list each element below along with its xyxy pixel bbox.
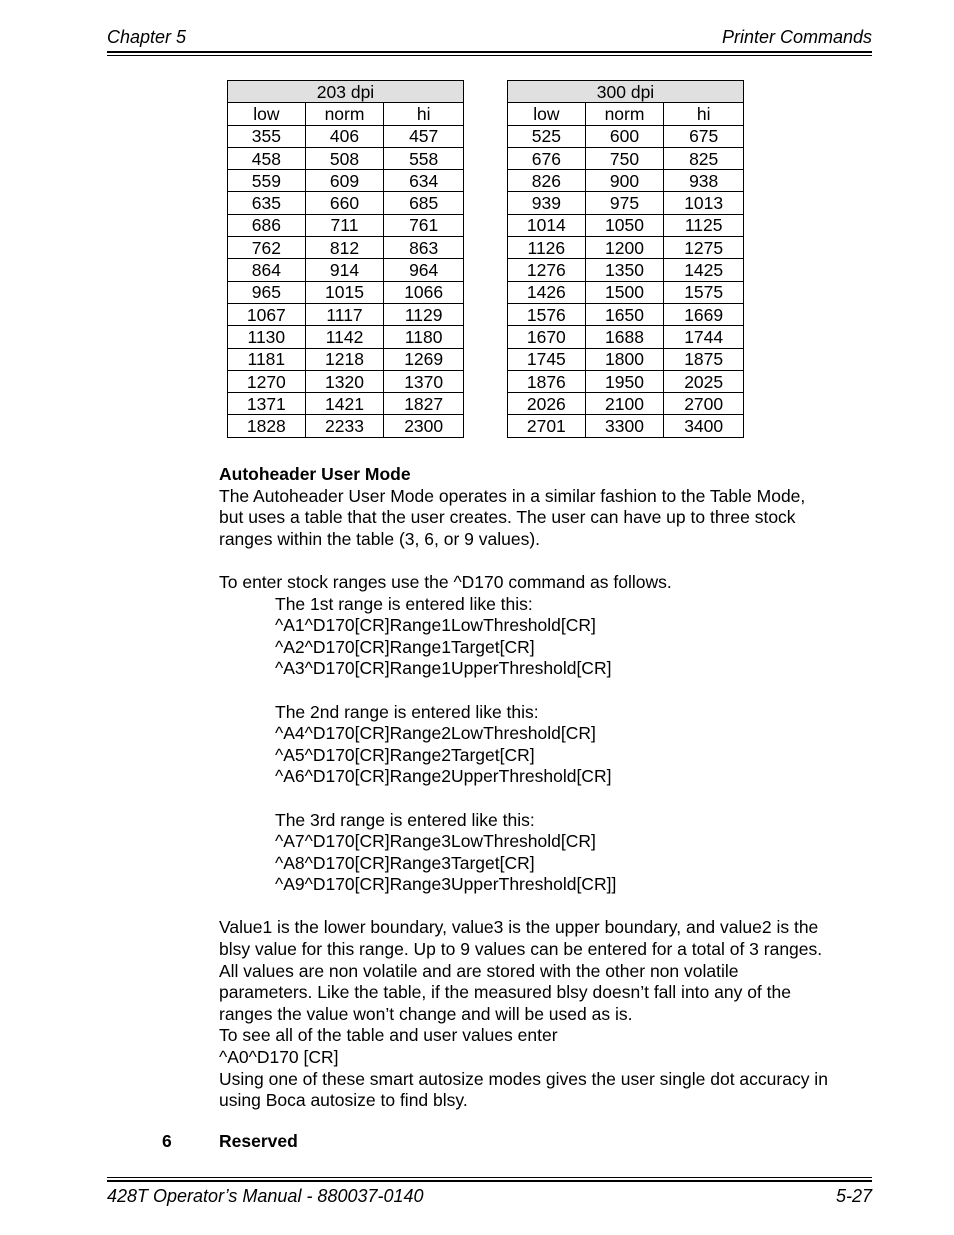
table-cell: 1013 bbox=[664, 192, 744, 214]
table-caption: 300 dpi bbox=[508, 81, 744, 103]
table-row bbox=[228, 370, 464, 392]
table-cell: 1218 bbox=[305, 348, 384, 370]
table-cell: 750 bbox=[585, 147, 664, 169]
text-line: Value1 is the lower boundary, value3 is the upper boundary, and value2 is the bbox=[219, 917, 819, 938]
command-line: ^A8^D170[CR]Range3Target[CR] bbox=[275, 852, 535, 873]
table-cell: 1370 bbox=[384, 370, 464, 392]
table-cell: 1269 bbox=[384, 348, 464, 370]
table-row bbox=[228, 415, 464, 437]
column-header: norm bbox=[585, 103, 664, 125]
text-line: ^A0^D170 [CR] bbox=[219, 1047, 339, 1068]
table-cell: 864 bbox=[228, 259, 306, 281]
table-cell: 1014 bbox=[508, 214, 586, 236]
text-line: All values are non volatile and are stored with the other non volatile bbox=[219, 960, 739, 981]
command-line: ^A9^D170[CR]Range3UpperThreshold[CR]] bbox=[275, 874, 617, 895]
table-cell: 1745 bbox=[508, 348, 586, 370]
table-cell: 711 bbox=[305, 214, 384, 236]
table-caption: 203 dpi bbox=[228, 81, 464, 103]
table-cell: 355 bbox=[228, 125, 306, 147]
table-row bbox=[508, 303, 744, 325]
table-cell: 938 bbox=[664, 170, 744, 192]
table-cell: 457 bbox=[384, 125, 464, 147]
table-cell: 3400 bbox=[664, 415, 744, 437]
table-row bbox=[228, 393, 464, 415]
column-header: low bbox=[508, 103, 586, 125]
table-cell: 1828 bbox=[228, 415, 306, 437]
table-cell: 675 bbox=[664, 125, 744, 147]
range-instructions bbox=[219, 594, 879, 918]
table-cell: 559 bbox=[228, 170, 306, 192]
table-cell: 1270 bbox=[228, 370, 306, 392]
text-line: using Boca autosize to find blsy. bbox=[219, 1090, 468, 1111]
table-cell: 1125 bbox=[664, 214, 744, 236]
section-heading: Autoheader User Mode bbox=[219, 464, 411, 484]
text-line: To see all of the table and user values enter bbox=[219, 1025, 558, 1046]
table-cell: 1688 bbox=[585, 326, 664, 348]
table-row bbox=[228, 237, 464, 259]
enter-instruction: To enter stock ranges use the ^D170 command as follows. bbox=[219, 571, 672, 592]
table-row bbox=[228, 348, 464, 370]
table-cell: 1875 bbox=[664, 348, 744, 370]
table-cell: 2701 bbox=[508, 415, 586, 437]
table-cell: 1275 bbox=[664, 237, 744, 259]
table-cell: 1950 bbox=[585, 370, 664, 392]
column-header: norm bbox=[305, 103, 384, 125]
command-line: ^A2^D170[CR]Range1Target[CR] bbox=[275, 636, 535, 657]
table-cell: 939 bbox=[508, 192, 586, 214]
table-cell: 914 bbox=[305, 259, 384, 281]
text-line: ranges within the table (3, 6, or 9 values). bbox=[219, 528, 541, 549]
table-row bbox=[508, 370, 744, 392]
table-cell: 965 bbox=[228, 281, 306, 303]
dpi-table-300 bbox=[507, 80, 744, 438]
table-cell: 1669 bbox=[664, 303, 744, 325]
table-cell: 1320 bbox=[305, 370, 384, 392]
table-cell: 761 bbox=[384, 214, 464, 236]
table-cell: 975 bbox=[585, 192, 664, 214]
table-row bbox=[508, 147, 744, 169]
page-number: 5-27 bbox=[835, 1186, 872, 1206]
range-label: The 3rd range is entered like this: bbox=[275, 809, 535, 830]
table-cell: 1350 bbox=[585, 259, 664, 281]
table-cell: 686 bbox=[228, 214, 306, 236]
table-cell: 660 bbox=[305, 192, 384, 214]
table-cell: 1015 bbox=[305, 281, 384, 303]
table-cell: 762 bbox=[228, 237, 306, 259]
table-cell: 1066 bbox=[384, 281, 464, 303]
text-line: Using one of these smart autosize modes gives the user single dot accuracy in bbox=[219, 1068, 828, 1089]
table-cell: 685 bbox=[384, 192, 464, 214]
table-cell: 1371 bbox=[228, 393, 306, 415]
table-cell: 1827 bbox=[384, 393, 464, 415]
text-line: ranges the value won’t change and will be used as is. bbox=[219, 1003, 633, 1024]
table-cell: 1142 bbox=[305, 326, 384, 348]
table-row bbox=[508, 125, 744, 147]
table-cell: 458 bbox=[228, 147, 306, 169]
table-row bbox=[508, 415, 744, 437]
table-cell: 812 bbox=[305, 237, 384, 259]
table-cell: 1426 bbox=[508, 281, 586, 303]
table-row bbox=[228, 303, 464, 325]
table-cell: 1050 bbox=[585, 214, 664, 236]
table-cell: 635 bbox=[228, 192, 306, 214]
table-row bbox=[508, 281, 744, 303]
table-cell: 609 bbox=[305, 170, 384, 192]
command-line: ^A1^D170[CR]Range1LowThreshold[CR] bbox=[275, 615, 596, 636]
table-cell: 1117 bbox=[305, 303, 384, 325]
table-cell: 1200 bbox=[585, 237, 664, 259]
column-header: hi bbox=[384, 103, 464, 125]
table-row bbox=[508, 214, 744, 236]
table-cell: 1576 bbox=[508, 303, 586, 325]
command-line: ^A7^D170[CR]Range3LowThreshold[CR] bbox=[275, 831, 596, 852]
table-cell: 2300 bbox=[384, 415, 464, 437]
text-line: The Autoheader User Mode operates in a similar fashion to the Table Mode, bbox=[219, 485, 806, 506]
table-cell: 558 bbox=[384, 147, 464, 169]
table-row bbox=[228, 125, 464, 147]
table-cell: 406 bbox=[305, 125, 384, 147]
table-cell: 2025 bbox=[664, 370, 744, 392]
table-row bbox=[508, 237, 744, 259]
table-cell: 508 bbox=[305, 147, 384, 169]
table-row bbox=[508, 326, 744, 348]
closing-paragraph bbox=[219, 917, 879, 1111]
table-cell: 1425 bbox=[664, 259, 744, 281]
chapter-label: Chapter 5 bbox=[107, 27, 187, 47]
command-line: ^A4^D170[CR]Range2LowThreshold[CR] bbox=[275, 723, 596, 744]
table-cell: 1500 bbox=[585, 281, 664, 303]
table-cell: 1276 bbox=[508, 259, 586, 281]
table-cell: 825 bbox=[664, 147, 744, 169]
table-cell: 1650 bbox=[585, 303, 664, 325]
table-cell: 525 bbox=[508, 125, 586, 147]
table-cell: 1800 bbox=[585, 348, 664, 370]
table-row bbox=[228, 147, 464, 169]
table-cell: 634 bbox=[384, 170, 464, 192]
chapter-title: Printer Commands bbox=[721, 27, 872, 47]
table-row bbox=[228, 259, 464, 281]
section-number: 6 bbox=[162, 1131, 172, 1151]
command-line: ^A6^D170[CR]Range2UpperThreshold[CR] bbox=[275, 766, 612, 787]
table-row bbox=[508, 170, 744, 192]
table-cell: 1670 bbox=[508, 326, 586, 348]
text-line: parameters. Like the table, if the measured blsy doesn’t fall into any of the bbox=[219, 982, 791, 1003]
table-row bbox=[508, 259, 744, 281]
command-line: ^A5^D170[CR]Range2Target[CR] bbox=[275, 744, 535, 765]
table-cell: 1421 bbox=[305, 393, 384, 415]
intro-paragraph bbox=[219, 486, 879, 551]
table-row bbox=[508, 393, 744, 415]
table-cell: 2700 bbox=[664, 393, 744, 415]
table-row bbox=[228, 214, 464, 236]
text-line: blsy value for this range. Up to 9 values can be entered for a total of 3 ranges. bbox=[219, 939, 823, 960]
table-cell: 1130 bbox=[228, 326, 306, 348]
table-cell: 863 bbox=[384, 237, 464, 259]
table-cell: 600 bbox=[585, 125, 664, 147]
table-cell: 1067 bbox=[228, 303, 306, 325]
text-line: but uses a table that the user creates. The user can have up to three stock bbox=[219, 507, 796, 528]
table-cell: 2100 bbox=[585, 393, 664, 415]
table-row bbox=[508, 192, 744, 214]
table-cell: 900 bbox=[585, 170, 664, 192]
table-cell: 1744 bbox=[664, 326, 744, 348]
range-label: The 1st range is entered like this: bbox=[275, 593, 533, 614]
table-row bbox=[228, 170, 464, 192]
range-label: The 2nd range is entered like this: bbox=[275, 701, 539, 722]
page-header bbox=[107, 27, 872, 53]
table-cell: 1180 bbox=[384, 326, 464, 348]
table-cell: 1876 bbox=[508, 370, 586, 392]
table-cell: 1575 bbox=[664, 281, 744, 303]
table-cell: 3300 bbox=[585, 415, 664, 437]
column-header: hi bbox=[664, 103, 744, 125]
autoheader-section bbox=[219, 464, 879, 1112]
page-footer bbox=[107, 1180, 872, 1208]
table-row bbox=[228, 192, 464, 214]
table-cell: 1181 bbox=[228, 348, 306, 370]
table-cell: 1129 bbox=[384, 303, 464, 325]
table-cell: 964 bbox=[384, 259, 464, 281]
table-cell: 2233 bbox=[305, 415, 384, 437]
manual-title: 428T Operator’s Manual - 880037-0140 bbox=[107, 1186, 424, 1206]
section-title: Reserved bbox=[219, 1131, 298, 1151]
dpi-table-203 bbox=[227, 80, 464, 438]
table-row bbox=[228, 326, 464, 348]
table-cell: 2026 bbox=[508, 393, 586, 415]
column-header: low bbox=[228, 103, 306, 125]
table-cell: 826 bbox=[508, 170, 586, 192]
table-row bbox=[508, 348, 744, 370]
table-cell: 1126 bbox=[508, 237, 586, 259]
command-line: ^A3^D170[CR]Range1UpperThreshold[CR] bbox=[275, 658, 612, 679]
table-cell: 676 bbox=[508, 147, 586, 169]
table-row bbox=[228, 281, 464, 303]
